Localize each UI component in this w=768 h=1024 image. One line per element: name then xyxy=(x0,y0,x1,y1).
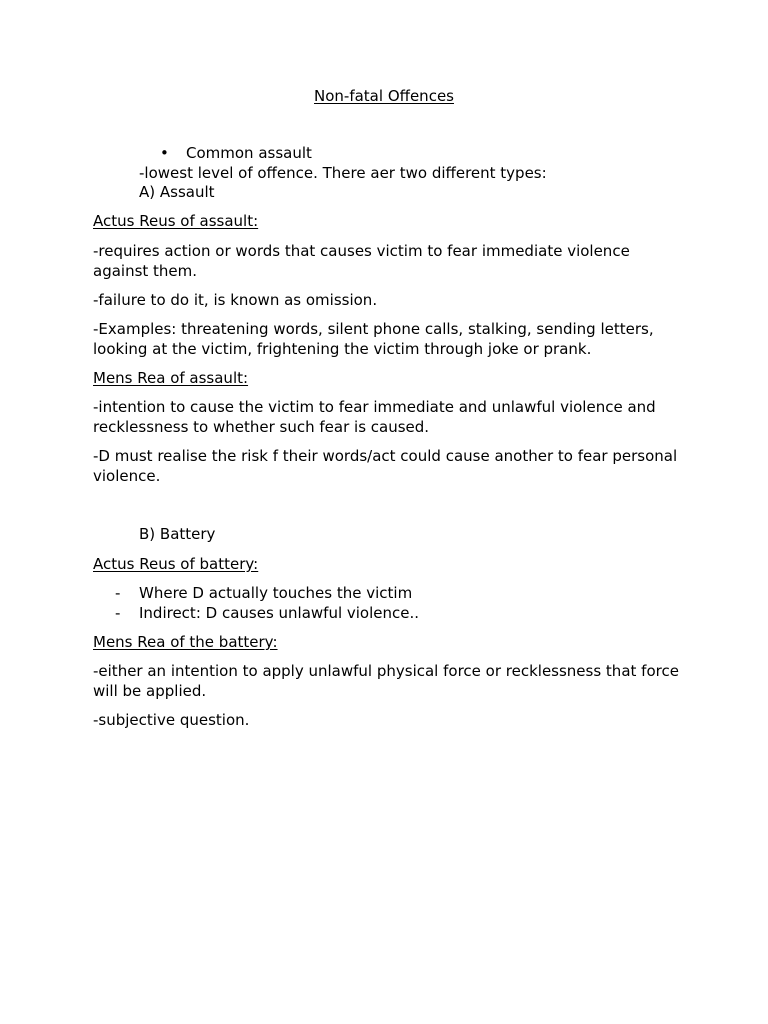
actus-reus-assault-paragraph-1: -requires action or words that causes victim to fear immediate violence against them. xyxy=(93,242,630,280)
bullet-item-common-assault: Common assault xyxy=(186,144,312,162)
actus-reus-assault-paragraph-3: -Examples: threatening words, silent phone calls, stalking, sending letters, looking at the victim, frightening the victim through joke or prank. xyxy=(93,320,654,358)
section-a-heading: A) Assault xyxy=(139,183,215,201)
mens-rea-battery-paragraph-2: -subjective question. xyxy=(93,711,250,729)
intro-line: -lowest level of offence. There aer two different types: xyxy=(139,164,547,182)
actus-reus-assault-heading: Actus Reus of assault: xyxy=(93,212,259,230)
dash-bullet-icon: - xyxy=(115,604,121,622)
document-title: Non-fatal Offences xyxy=(314,87,454,105)
list-item: Where D actually touches the victim xyxy=(139,584,413,602)
mens-rea-assault-paragraph-1: -intention to cause the victim to fear immediate and unlawful violence and recklessness to whether such fear is caused. xyxy=(93,398,656,436)
mens-rea-battery-paragraph-1: -either an intention to apply unlawful physical force or recklessness that force will be applied. xyxy=(93,662,679,700)
mens-rea-assault-heading: Mens Rea of assault: xyxy=(93,369,249,387)
bullet-icon: • xyxy=(160,144,169,162)
actus-reus-assault-paragraph-2: -failure to do it, is known as omission. xyxy=(93,291,378,309)
mens-rea-battery-heading: Mens Rea of the battery: xyxy=(93,633,278,651)
mens-rea-assault-paragraph-2: -D must realise the risk f their words/act could cause another to fear personal violence. xyxy=(93,447,678,485)
actus-reus-battery-heading: Actus Reus of battery: xyxy=(93,555,259,573)
section-b-heading: B) Battery xyxy=(139,525,216,543)
dash-bullet-icon: - xyxy=(115,584,121,602)
list-item: Indirect: D causes unlawful violence.. xyxy=(139,604,420,622)
